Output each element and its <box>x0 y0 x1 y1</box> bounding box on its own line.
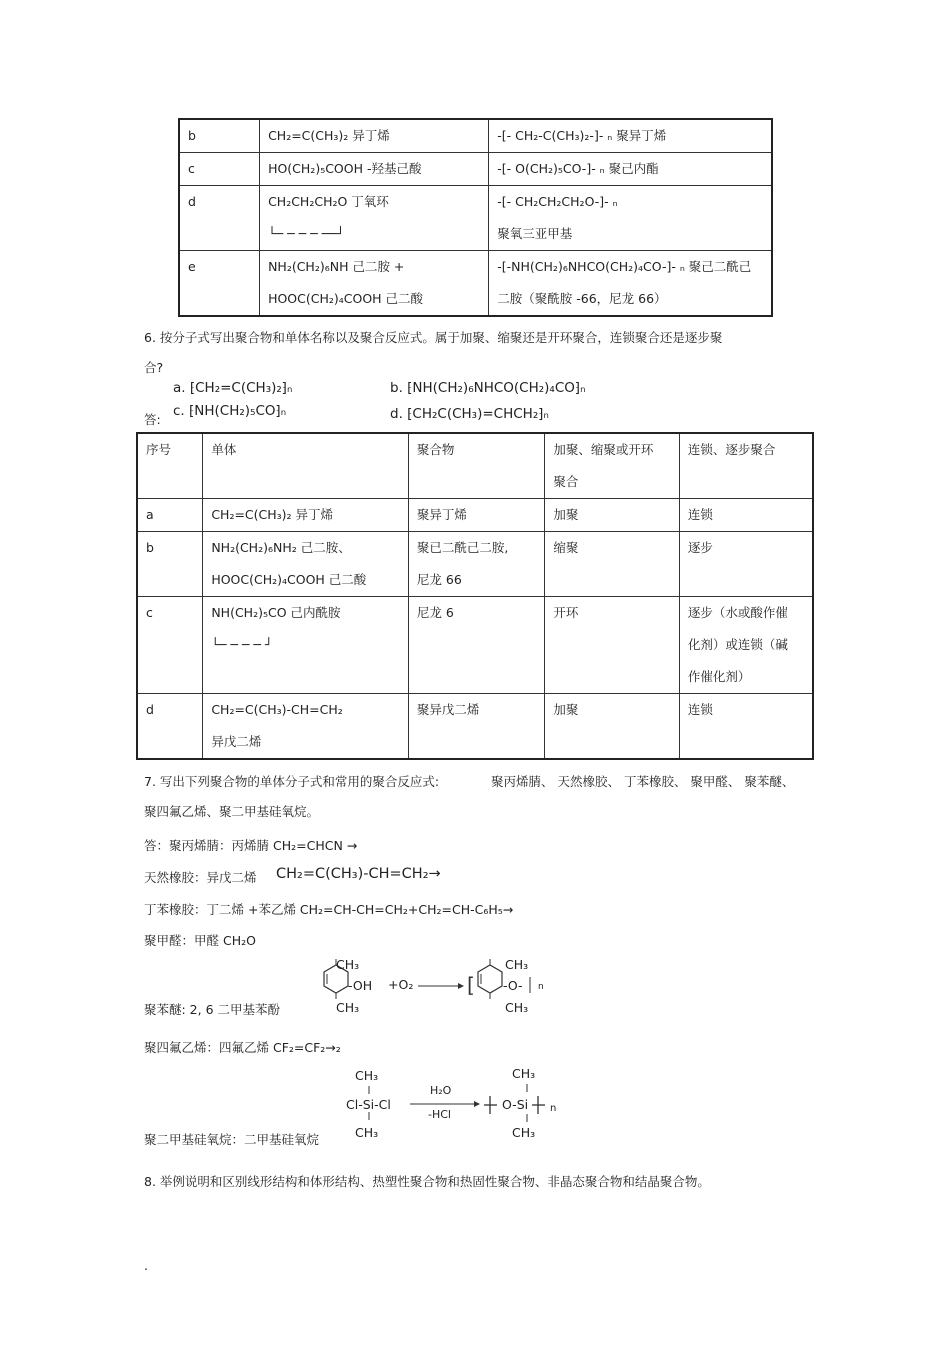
pdms-h2o: H₂O <box>430 1084 452 1097</box>
type-cell-line: 加聚 <box>553 507 579 522</box>
pdms-ch3-bottom-right: CH₃ <box>512 1125 536 1140</box>
ppo-ch3-bottom-left: CH₃ <box>336 1000 360 1015</box>
monomer-cell-line: └─ ─ ─ ─ ──┘ <box>268 226 345 241</box>
pdms-unit: O-Si <box>502 1097 529 1112</box>
mechanism-cell-line: 逐步（水或酸作催 <box>687 605 788 620</box>
answer-table <box>136 432 814 760</box>
q7-pom: 聚甲醛：甲醛 CH₂O <box>144 933 256 948</box>
monomer-cell-line: CH₂=C(CH₃)₂ 异丁烯 <box>268 128 390 143</box>
monomer-cell-line: NH₂(CH₂)₆NH₂ 己二胺、 <box>211 540 351 555</box>
monomer-cell-line: HO(CH₂)₅COOH -羟基己酸 <box>268 161 422 176</box>
ppo-o2: +O₂ <box>388 977 414 992</box>
pdms-n: n <box>550 1103 557 1114</box>
row-id <box>137 532 203 597</box>
table-row <box>137 597 813 694</box>
q7-line1b: 聚丙烯腈、 天然橡胶、 丁苯橡胶、 聚甲醛、 聚苯醚、 <box>491 774 795 789</box>
mechanism-cell-line: 连锁 <box>687 702 713 717</box>
monomer-cell <box>203 532 409 597</box>
mechanism-cell-line: 连锁 <box>687 507 713 522</box>
monomer-cell <box>203 597 409 694</box>
header-cell <box>545 433 680 499</box>
monomer-cell-line: 异戊二烯 <box>211 734 262 749</box>
polymer-cell-line: -[-NH(CH₂)₆NHCO(CH₂)₄CO-]- ₙ 聚己二酰己 <box>497 259 752 274</box>
table-header-row <box>137 433 813 499</box>
polymer-cell <box>489 186 772 251</box>
polymer-cell <box>489 251 772 317</box>
mechanism-cell <box>679 597 813 694</box>
polymer-cell <box>489 119 772 153</box>
row-id-line: e <box>188 259 196 274</box>
q7-ptfe: 聚四氟乙烯：四氟乙烯 CF₂=CF₂→₂ <box>144 1040 341 1055</box>
row-id <box>137 694 203 760</box>
monomer-cell <box>203 499 409 532</box>
mechanism-cell-line: 化剂）或连锁（碱 <box>687 637 788 652</box>
mechanism-cell-line: 作催化剂） <box>687 669 751 684</box>
type-cell <box>545 694 680 760</box>
monomer-cell-line: CH₂CH₂CH₂O 丁氧环 <box>268 194 389 209</box>
monomer-cell <box>260 251 489 317</box>
row-id <box>137 499 203 532</box>
header-cell-line: 加聚、缩聚或开环 <box>553 442 654 457</box>
row-id <box>137 597 203 694</box>
table-row <box>137 694 813 760</box>
q6-answer-label: 答: <box>144 412 161 427</box>
q7-nr-formula: CH₂=C(CH₃)-CH=CH₂→ <box>276 866 441 882</box>
row-id-line: c <box>188 161 195 176</box>
monomer-cell-line: HOOC(CH₂)₄COOH 己二酸 <box>211 572 367 587</box>
q6-formula-c: c. ⁅NH(CH₂)₅CO⁆ₙ <box>173 403 287 419</box>
row-id-line: d <box>188 194 196 209</box>
polymer-cell-line: 尼龙 6 <box>416 605 454 620</box>
polymer-cell-line: -[- CH₂-C(CH₃)₂-]- ₙ 聚异丁烯 <box>497 128 667 143</box>
monomer-cell-line: NH₂(CH₂)₆NH 己二胺 + <box>268 259 405 274</box>
table-row <box>179 119 772 153</box>
monomer-cell-line: NH(CH₂)₅CO 己内酰胺 <box>211 605 341 620</box>
q6-formula-b: b. ⁅NH(CH₂)₆NHCO(CH₂)₄CO⁆ₙ <box>390 380 586 396</box>
type-cell <box>545 532 680 597</box>
q6-line1: 6. 按分子式写出聚合物和单体名称以及聚合反应式。属于加聚、缩聚还是开环聚合，连锁聚合还是逐步聚 <box>144 330 723 345</box>
pdms-ch3-top-right: CH₃ <box>512 1066 536 1081</box>
table-row <box>179 186 772 251</box>
footer-dot: . <box>144 1258 148 1273</box>
header-cell-line: 单体 <box>211 442 237 457</box>
polymer-cell-line: 聚异戊二烯 <box>416 702 480 717</box>
polymer-cell-line: -[- O(CH₂)₅CO-]- ₙ 聚己内酯 <box>497 161 659 176</box>
mechanism-cell <box>679 532 813 597</box>
table-row <box>137 532 813 597</box>
row-id <box>179 119 260 153</box>
pdms-monomer: Cl-Si-Cl <box>346 1097 391 1112</box>
svg-text:[: [ <box>467 973 475 997</box>
polymer-cell-line: -[- CH₂CH₂CH₂O-]- ₙ <box>497 194 618 209</box>
polymer-cell-line: 聚异丁烯 <box>416 507 467 522</box>
q7-ppo-label: 聚苯醚: 2, 6 二甲基苯酚 <box>144 1002 281 1017</box>
polymer-cell <box>489 153 772 186</box>
row-id-line: b <box>146 540 154 555</box>
type-cell-line: 加聚 <box>553 702 579 717</box>
header-cell-line: 聚合 <box>553 474 579 489</box>
polymer-cell-line: 聚已二酰己二胺, <box>416 540 509 555</box>
type-cell <box>545 597 680 694</box>
q7-nr-label: 天然橡胶：异戊二烯 <box>144 870 257 885</box>
header-cell <box>408 433 544 499</box>
table-row <box>179 251 772 317</box>
table-row <box>137 499 813 532</box>
row-id <box>179 153 260 186</box>
monomer-cell <box>203 694 409 760</box>
monomer-cell <box>260 186 489 251</box>
header-cell-line: 连锁、逐步聚合 <box>687 442 776 457</box>
header-cell <box>679 433 813 499</box>
monomer-cell-line: CH₂=C(CH₃)-CH=CH₂ <box>211 702 343 717</box>
polymer-cell-line: 尼龙 66 <box>416 572 462 587</box>
q7-line2: 聚四氟乙烯、聚二甲基硅氧烷。 <box>144 804 320 819</box>
monomer-cell <box>260 119 489 153</box>
ppo-ch3-bottom-right: CH₃ <box>505 1000 529 1015</box>
benzene-ring-right <box>478 965 502 993</box>
monomer-cell-line: HOOC(CH₂)₄COOH 己二酸 <box>268 291 424 306</box>
q6-line2: 合? <box>144 360 164 375</box>
header-cell-line: 序号 <box>146 442 172 457</box>
ppo-ch3-top-left: CH₃ <box>336 957 360 972</box>
type-cell <box>545 499 680 532</box>
pdms-hcl: -HCl <box>428 1108 451 1121</box>
row-id-line: d <box>146 702 154 717</box>
monomer-cell-line: └─ ─ ─ ─ ┘ <box>211 637 273 652</box>
monomer-cell-line: CH₂=C(CH₃)₂ 异丁烯 <box>211 507 334 522</box>
type-cell-line: 开环 <box>553 605 579 620</box>
header-cell <box>137 433 203 499</box>
polymer-cell <box>408 694 544 760</box>
type-cell-line: 缩聚 <box>553 540 579 555</box>
q8-text: 8. 举例说明和区别线形结构和体形结构、热塑性聚合物和热固性聚合物、非晶态聚合物和结晶聚合物。 <box>144 1174 710 1189</box>
q7-sbr: 丁苯橡胶：丁二烯 +苯乙烯 CH₂=CH-CH=CH₂+CH₂=CH-C₆H₅→ <box>144 902 514 917</box>
ppo-oh: -OH <box>348 978 373 993</box>
row-id-line: a <box>146 507 154 522</box>
pdms-ch3-bottom-left: CH₃ <box>355 1125 379 1140</box>
table-continued <box>178 118 773 317</box>
row-id-line: b <box>188 128 196 143</box>
monomer-cell <box>260 153 489 186</box>
mechanism-cell <box>679 694 813 760</box>
ppo-ch3-top-right: CH₃ <box>505 957 529 972</box>
q6-formula-a: a. ⁅CH₂=C(CH₃)₂⁆ₙ <box>173 380 293 396</box>
row-id-line: c <box>146 605 153 620</box>
mechanism-cell <box>679 499 813 532</box>
polymer-cell-line: 聚氧三亚甲基 <box>497 226 573 241</box>
q7-line1a: 7. 写出下列聚合物的单体分子式和常用的聚合反应式: <box>144 774 440 789</box>
ppo-n: n <box>538 982 544 992</box>
polymer-cell <box>408 532 544 597</box>
header-cell <box>203 433 409 499</box>
ppo-ether-o: -O- <box>503 978 523 993</box>
table-row <box>179 153 772 186</box>
polymer-cell-line: 二胺（聚酰胺 -66，尼龙 66） <box>497 291 667 306</box>
polymer-cell <box>408 499 544 532</box>
polymer-cell <box>408 597 544 694</box>
mechanism-cell-line: 逐步 <box>687 540 713 555</box>
row-id <box>179 186 260 251</box>
q7-pan: 答：聚丙烯腈：丙烯腈 CH₂=CHCN → <box>144 838 358 853</box>
row-id <box>179 251 260 317</box>
q6-formula-d: d. ⁅CH₂C(CH₃)=CHCH₂⁆ₙ <box>390 406 549 422</box>
header-cell-line: 聚合物 <box>416 442 455 457</box>
q7-pdms-label: 聚二甲基硅氧烷：二甲基硅氧烷 <box>144 1132 320 1147</box>
pdms-ch3-top-left: CH₃ <box>355 1068 379 1083</box>
